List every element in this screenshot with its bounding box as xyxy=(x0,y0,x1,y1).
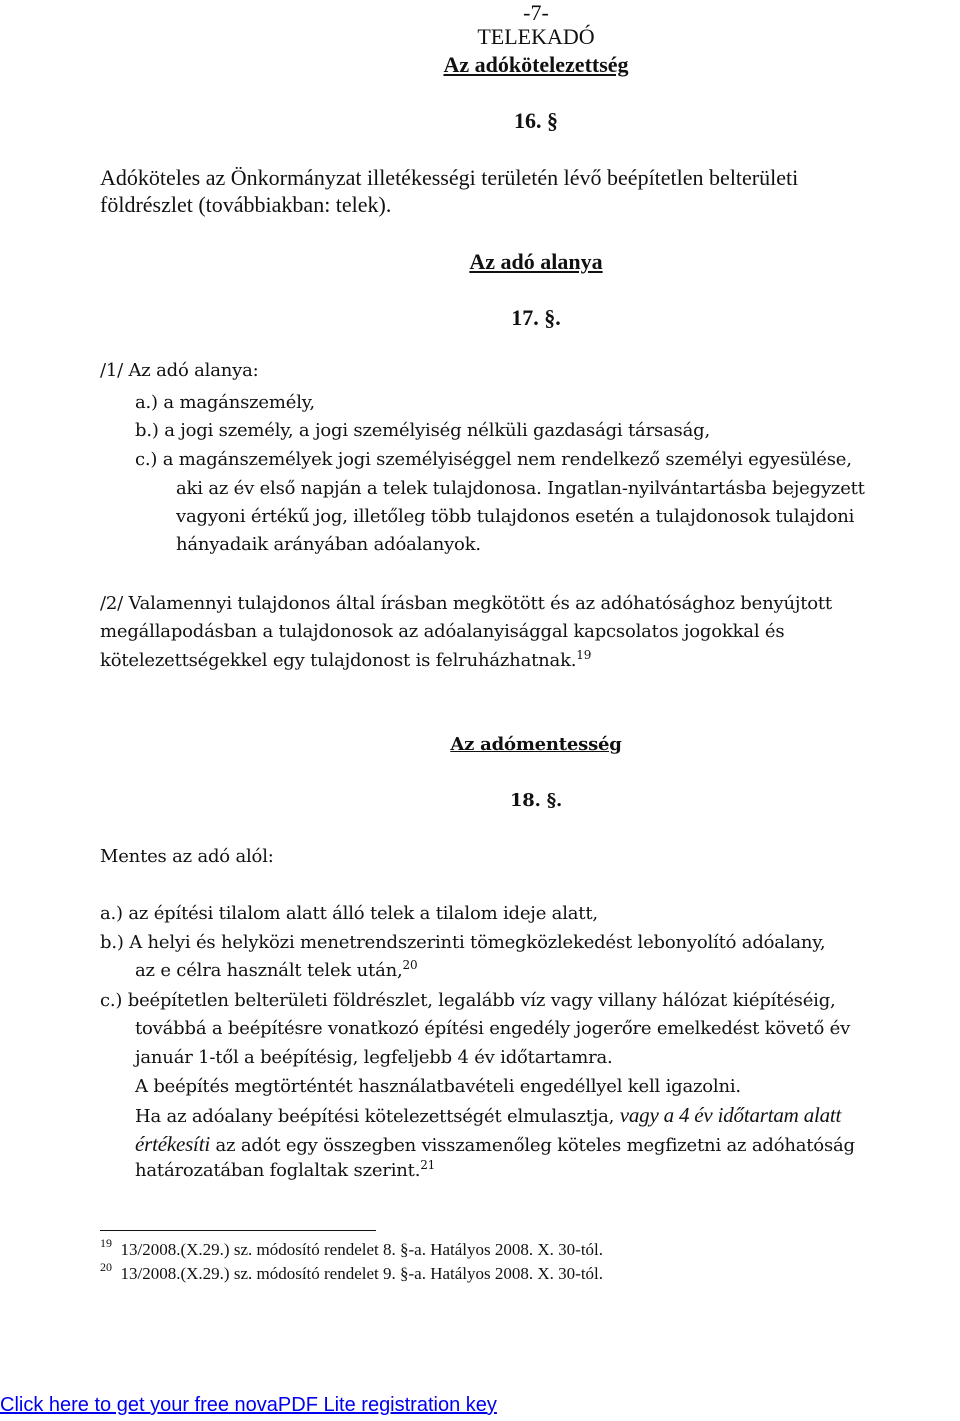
footnote-19: $^{19}$ 13/2008.(X.29.) sz. módosító rendelet 8. §-a. Hatályos 2008. X. 30-tól. xyxy=(100,1236,604,1259)
paragraph-18-number: 18. §. xyxy=(509,790,563,811)
list-item-a: a.) a magánszemély, xyxy=(135,392,315,413)
paragraph-17-1-intro: /1/ Az adó alanya: xyxy=(100,360,259,381)
paragraph-16-line1: Adóköteles az Önkormányzat illetékességi területén lévő beépítetlen belterületi xyxy=(100,165,799,190)
document-title: TELEKADÓ xyxy=(477,24,595,49)
list-item-c-line1: c.) a magánszemélyek jogi személyiséggel nem rendelkező személyi egyesülése, xyxy=(135,449,852,470)
italic-amendment: vagy a 4 év időtartam alatt xyxy=(619,1103,842,1127)
paragraph-18-heading: Az adómentesség xyxy=(450,734,622,755)
footnote-ref-20: 20 xyxy=(402,958,418,972)
paragraph-18-intro: Mentes az adó alól: xyxy=(100,846,274,867)
exemption-item-a: a.) az építési tilalom alatt álló telek a tilalom ideje alatt, xyxy=(100,903,598,924)
paragraph-16-line2: földrészlet (továbbiakban: telek). xyxy=(100,192,392,217)
footnote-ref-19: 19 xyxy=(576,648,592,662)
paragraph-16-number: 16. § xyxy=(514,108,558,133)
paragraph-17-2-line3: kötelezettségekkel egy tulajdonost is felruházhatnak.$^{19}$ xyxy=(100,648,592,671)
footnote-20: $^{20}$ 13/2008.(X.29.) sz. módosító rendelet 9. §-a. Hatályos 2008. X. 30-tól. xyxy=(100,1260,604,1283)
exemption-item-c-line7: határozatában foglaltak szerint.$^{21}$ xyxy=(135,1158,436,1181)
italic-amendment-end: értékesíti xyxy=(135,1132,210,1156)
exemption-item-c-line3: január 1-től a beépítésig, legfeljebb 4 év időtartamra. xyxy=(135,1047,613,1068)
list-item-c-line2: aki az év első napján a telek tulajdonosa. Ingatlan-nyilvántartásba bejegyzett xyxy=(176,478,865,499)
exemption-item-c-line2: továbbá a beépítésre vonatkozó építési engedély jogerőre emelkedést követő év xyxy=(135,1018,851,1039)
list-item-b: b.) a jogi személy, a jogi személyiség nélküli gazdasági társaság, xyxy=(135,420,710,441)
paragraph-17-number: 17. §. xyxy=(511,305,561,330)
paragraph-17-heading: Az adó alanya xyxy=(469,249,603,274)
exemption-item-c-line6: értékesíti az adót egy összegben visszamenőleg köteles megfizetni az adóhatóság xyxy=(135,1132,855,1156)
paragraph-17-2-line1: /2/ Valamennyi tulajdonos által írásban megkötött és az adóhatósághoz benyújtott xyxy=(100,593,832,614)
list-item-c-line3: vagyoni értékű jog, illetőleg több tulajdonos esetén a tulajdonosok tulajdoni xyxy=(176,506,855,527)
exemption-item-c-line5: Ha az adóalany beépítési kötelezettségét elmulasztja, vagy a 4 év időtartam alatt xyxy=(135,1103,842,1127)
list-item-c-line4: hányadaik arányában adóalanyok. xyxy=(176,534,481,555)
section-heading: Az adókötelezettség xyxy=(443,52,629,77)
paragraph-17-2-line2: megállapodásban a tulajdonosok az adóalanyisággal kapcsolatos jogokkal és xyxy=(100,621,785,642)
novapdf-registration-link[interactable]: Click here to get your free novaPDF Lite registration key xyxy=(0,1394,497,1416)
footnote-ref-21: 21 xyxy=(420,1158,436,1172)
exemption-item-b-line2: az e célra használt telek után,$^{20}$ xyxy=(135,958,418,981)
page-number: -7- xyxy=(523,0,549,25)
exemption-item-b-line1: b.) A helyi és helyközi menetrendszerinti tömegközlekedést lebonyolító adóalany, xyxy=(100,932,826,953)
exemption-item-c-line4: A beépítés megtörténtét használatbavételi engedéllyel kell igazolni. xyxy=(135,1076,741,1097)
exemption-item-c-line1: c.) beépítetlen belterületi földrészlet, legalább víz vagy villany hálózat kiépítéséig, xyxy=(100,990,836,1011)
footnote-separator xyxy=(100,1230,376,1231)
